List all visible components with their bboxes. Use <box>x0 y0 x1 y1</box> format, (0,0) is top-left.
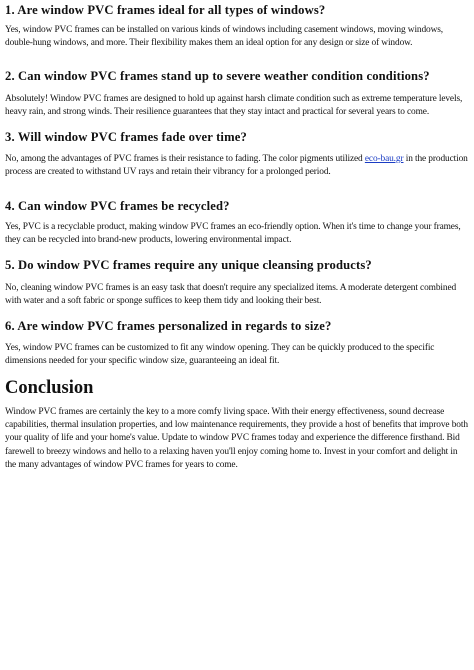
conclusion-heading: Conclusion <box>5 378 94 398</box>
faq-question-2: 2. Can window PVC frames stand up to severe weather condition conditions? <box>5 69 430 83</box>
faq-question-1: 1. Are window PVC frames ideal for all types of windows? <box>5 3 326 17</box>
faq-answer-3 <box>5 153 470 179</box>
faq-answer-3-text-start: No, among the advantages of PVC frames is their resistance to fading. The color pigments utilized <box>5 154 365 164</box>
faq-answer-3-text-end: in the production process are created to withstand UV rays and retain their vibrancy for a prolonged period. <box>5 154 468 178</box>
faq-answer-4: Yes, PVC is a recyclable product, making window PVC frames an eco-friendly option. When it's time to change your frames, they can be recycled into brand-new products, lowering environmental impact. <box>5 222 461 246</box>
faq-question-5: 5. Do window PVC frames require any unique cleansing products? <box>5 258 372 272</box>
faq-question-3: 3. Will window PVC frames fade over time? <box>5 130 247 144</box>
faq-answer-6: Yes, window PVC frames can be customized to fit any window opening. They can be quickly produced to the specific dimensions needed for your specific window size, guaranteeing an ideal fit. <box>5 343 435 367</box>
faq-answer-5: No, cleaning window PVC frames is an easy task that doesn't require any specialized items. A moderate detergent combined with water and a soft fabric or sponge suffices to keep them tidy and looking their best. <box>5 283 457 307</box>
eco-bau-link[interactable]: eco-bau.gr <box>364 154 404 164</box>
faq-answer-1: Yes, window PVC frames can be installed on various kinds of windows including casement windows, moving windows, double-hung windows, and more. Their flexibility makes them an ideal option for any design or size of window. <box>5 25 444 49</box>
faq-question-6: 6. Are window PVC frames personalized in regards to size? <box>5 319 332 333</box>
faq-question-4: 4. Can window PVC frames be recycled? <box>5 199 230 213</box>
faq-answer-2: Absolutely! Window PVC frames are designed to hold up against harsh climate condition such as extreme temperature levels, heavy rain, and strong winds. Their resilience guarantees that they stay intact and practical for several years to come. <box>5 94 463 118</box>
conclusion-body: Window PVC frames are certainly the key to a more comfy living space. With their energy effectiveness, sound decrease capabilities, thermal insulation properties, and low maintenance requirements, they provide a host of benefits that improve both your quality of life and your home's value. Update to window PVC frames today and experience the difference firsthand. Bid farewell to breezy windows and hello to a relaxing haven you'll enjoy coming home to. Invest in your comfort and delight in the many advantages of window PVC frames for years to come. <box>5 407 468 470</box>
